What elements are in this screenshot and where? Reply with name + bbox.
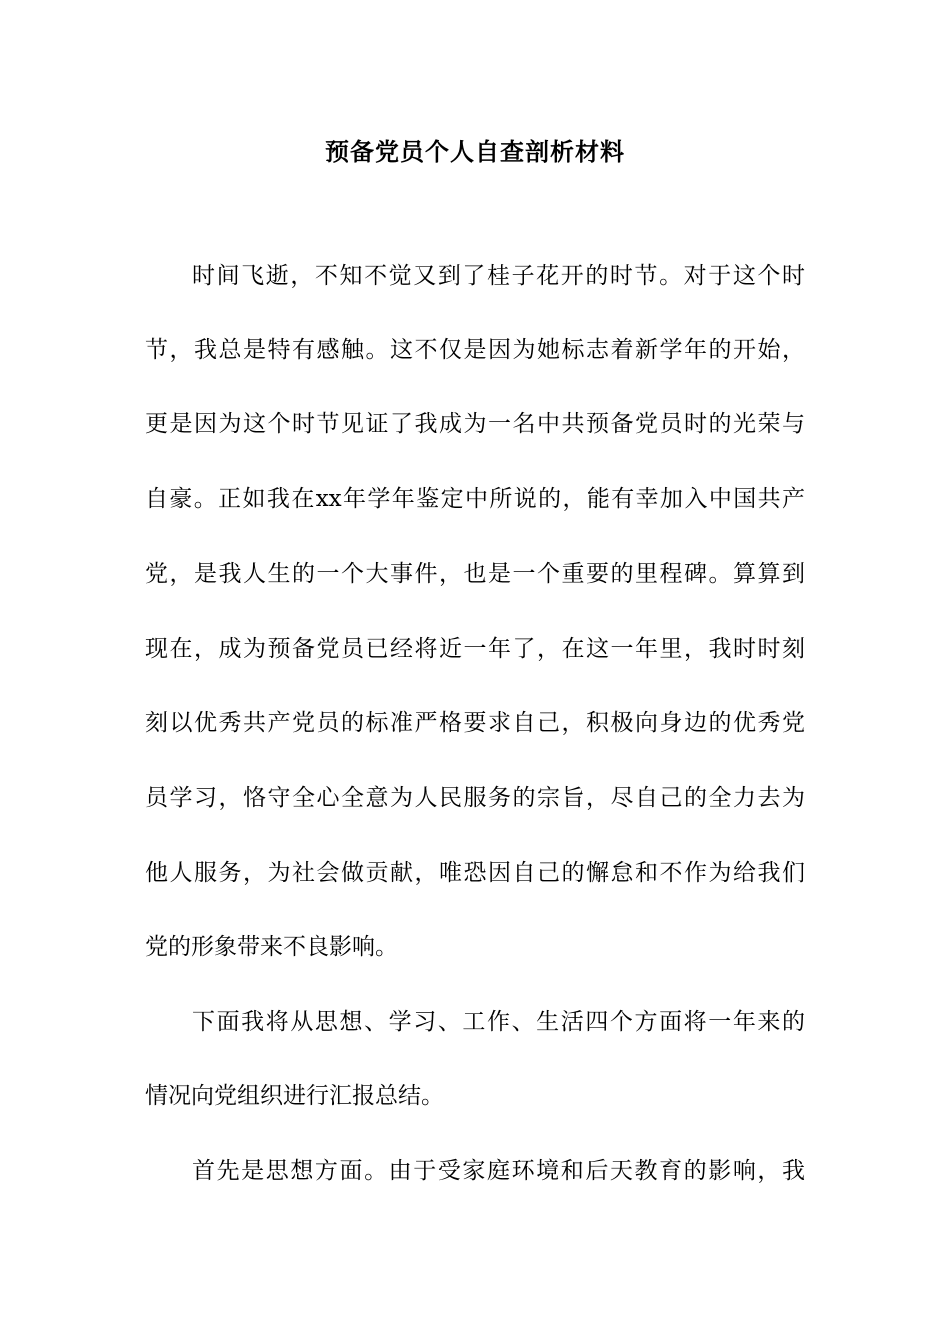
paragraph-2-line-2: 情况向党组织进行汇报总结。 <box>145 1083 444 1109</box>
paragraph-1-line-5: 党，是我人生的一个大事件，也是一个重要的里程碑。算算到 <box>145 561 805 587</box>
paragraph-1-line-10: 党的形象带来不良影响。 <box>145 934 398 960</box>
paragraph-1-line-3: 更是因为这个时节见证了我成为一名中共预备党员时的光荣与 <box>145 411 805 437</box>
paragraph-1-line-4: 自豪。正如我在xx年学年鉴定中所说的，能有幸加入中国共产 <box>145 486 805 512</box>
paragraph-1-line-1: 时间飞逝，不知不觉又到了桂子花开的时节。对于这个时 <box>192 263 805 289</box>
paragraph-1-line-2: 节，我总是特有感触。这不仅是因为她标志着新学年的开始， <box>145 337 805 363</box>
paragraph-1-line-7: 刻以优秀共产党员的标准严格要求自己，积极向身边的优秀党 <box>145 710 805 736</box>
document-title: 预备党员个人自查剖析材料 <box>325 137 625 166</box>
paragraph-1-line-9: 他人服务，为社会做贡献，唯恐因自己的懈怠和不作为给我们 <box>145 860 805 886</box>
paragraph-2-line-1: 下面我将从思想、学习、工作、生活四个方面将一年来的 <box>192 1009 805 1035</box>
paragraph-1-line-8: 员学习，恪守全心全意为人民服务的宗旨，尽自己的全力去为 <box>145 785 805 811</box>
paragraph-3-line-1: 首先是思想方面。由于受家庭环境和后天教育的影响，我 <box>192 1158 805 1184</box>
paragraph-1-line-6: 现在，成为预备党员已经将近一年了，在这一年里，我时时刻 <box>145 636 805 662</box>
